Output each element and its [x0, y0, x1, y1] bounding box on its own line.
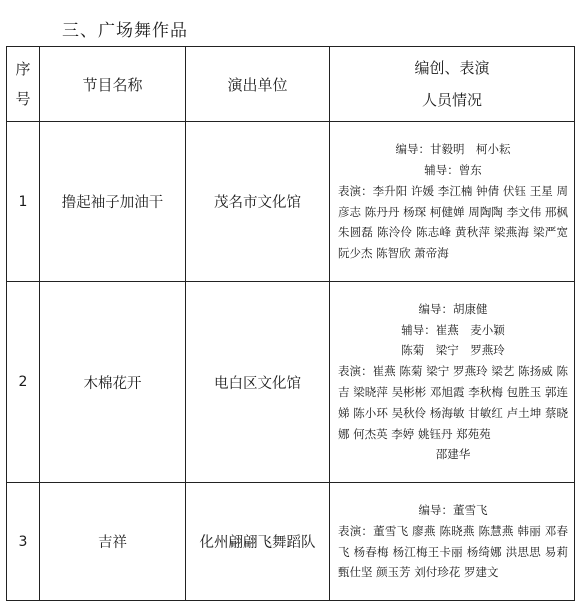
program-name: 撸起袖子加油干 — [40, 122, 186, 282]
program-name: 吉祥 — [40, 483, 186, 601]
tutor-line-2: 陈菊 梁宁 罗燕玲 — [401, 343, 505, 358]
staff-info — [330, 122, 575, 282]
works-table — [6, 46, 575, 601]
performing-unit: 电白区文化馆 — [186, 282, 330, 483]
header-unit: 演出单位 — [186, 47, 330, 122]
table-row — [7, 483, 575, 601]
performing-unit: 化州翩翩飞舞蹈队 — [186, 483, 330, 601]
table-row — [7, 122, 575, 282]
row-index: 1 — [7, 122, 40, 282]
performers-text: 表演：崔燕 陈菊 梁宁 罗燕玲 梁艺 陈扬威 陈吉 梁晓萍 吴彬彬 邓旭霞 李秋梅 包胜玉 郭连娣 陈小环 吴秋伶 杨海敏 甘敏红 卢土坤 蔡晓娜 何杰英 李婷 姚钰丹 郑苑苑 — [338, 364, 568, 441]
performers-text: 表演：李升阳 许媛 李江楠 钟倩 伏钰 王星 周彦志 陈丹丹 杨琛 柯健婵 周陶陶 李文伟 邢枫 朱圆磊 陈泠伶 陈志峰 黄秋萍 梁燕海 梁严宽 阮少杰 陈智欣 萧帝海 — [338, 183, 568, 261]
program-name: 木棉花开 — [40, 282, 186, 483]
table-row — [7, 282, 575, 483]
tutor-line: 辅导：曾东 — [424, 162, 482, 177]
choreographer-line: 编导：董雪飞 — [418, 502, 488, 517]
choreographer-line: 编导：胡康健 — [418, 301, 488, 316]
staff-info — [330, 483, 575, 601]
row-index: 2 — [7, 282, 40, 483]
header-staff-line2: 人员情况 — [421, 91, 482, 109]
header-index — [7, 47, 40, 122]
header-program: 节目名称 — [40, 47, 186, 122]
performers-text: 表演：董雪飞 廖燕 陈晓燕 陈慧燕 韩丽 邓春飞 杨春梅 杨江梅王卡丽 杨绮娜 洪思思 易莉 甄仕坚 颜玉芳 刘付珍花 罗建文 — [338, 523, 568, 580]
performers-last-line: 邵建华 — [435, 447, 471, 462]
header-staff — [330, 47, 575, 122]
header-staff-line1: 编创、表演 — [414, 59, 490, 77]
choreographer-line: 编导：甘毅明 柯小耘 — [395, 142, 511, 157]
tutor-line: 辅导：崔燕 麦小颖 — [401, 322, 505, 337]
table-header-row — [7, 47, 575, 122]
section-title: 三、广场舞作品 — [62, 21, 188, 41]
header-index-label: 序号 — [15, 60, 31, 108]
staff-info — [330, 282, 575, 483]
row-index: 3 — [7, 483, 40, 601]
performing-unit: 茂名市文化馆 — [186, 122, 330, 282]
